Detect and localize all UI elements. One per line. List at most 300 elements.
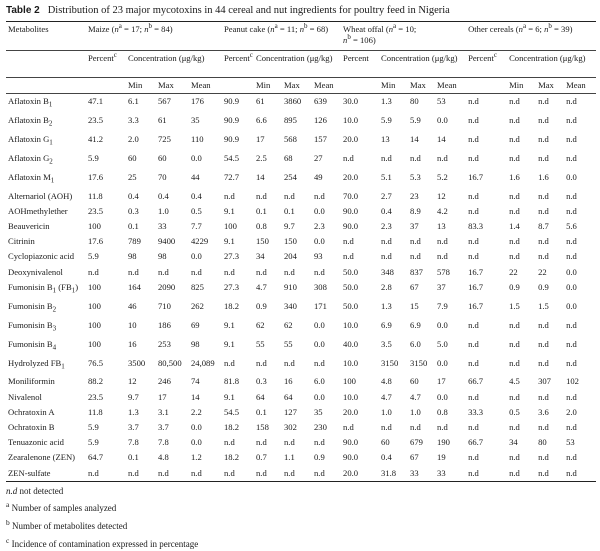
footnote-c: $^c$ Incidence of contamination expressed in percentage [6, 535, 199, 549]
table-cell: 2.2 [191, 406, 202, 417]
table-cell: 64 [256, 391, 265, 402]
table-cell: 0.1 [128, 452, 139, 463]
mean-header: Mean [564, 78, 596, 94]
table-cell: 9.1 [224, 236, 235, 247]
group-header-peanut-cake: Peanut cake ($n^a = 11$; $n^b = 68$) [222, 22, 341, 51]
table-cell: 0.0 [191, 152, 202, 163]
table-cell: 16.7 [468, 171, 484, 182]
table-cell: 35 [191, 114, 200, 125]
metabolite-name: Fumonisin $B_1$ $(FB_1)$ [8, 281, 79, 295]
table-cell: 639 [314, 96, 327, 106]
table-row [6, 450, 596, 465]
table-row [6, 390, 596, 405]
table-cell: 895 [284, 114, 297, 125]
table-cell: 230 [314, 422, 327, 433]
table-cell: 23 [410, 190, 419, 201]
table-cell: 2.3 [381, 221, 392, 232]
table-cell: n.d [468, 357, 479, 368]
table-cell: 1.0 [410, 406, 421, 417]
min-header: Min [254, 78, 282, 94]
table-body [6, 94, 596, 482]
table-cell: 725 [158, 133, 171, 144]
table-cell: 0.0 [566, 281, 577, 292]
table-cell: 18.2 [224, 300, 240, 311]
table-cell: 17 [437, 376, 446, 387]
table-cell: 0.0 [314, 236, 325, 247]
table-cell: 0.5 [191, 205, 202, 216]
metabolite-name: Moniliformin [8, 376, 55, 387]
table-cell: 4.7 [256, 281, 267, 292]
table-cell: 1.6 [509, 171, 520, 182]
table-cell: 55 [284, 338, 293, 349]
table-cell: 5.9 [88, 437, 99, 448]
table-cell: 0.0 [191, 437, 202, 448]
table-cell: n.d [314, 190, 325, 201]
table-cell: n.d [566, 114, 577, 125]
table-cell: 33 [408, 466, 435, 482]
table-cell: n.d [86, 466, 126, 482]
table-cell: 100 [88, 319, 101, 330]
table-cell: n.d [509, 251, 520, 262]
table-cell: 307 [538, 376, 551, 387]
table-cell: n.d [128, 266, 139, 277]
table-cell: 16.7 [468, 281, 484, 292]
table-cell: 9.1 [224, 319, 235, 330]
table-cell: n.d [468, 152, 479, 163]
table-cell: n.d [312, 466, 341, 482]
table-cell: 81.8 [224, 376, 240, 387]
min-header: Min [507, 78, 536, 94]
table-cell: n.d [284, 190, 295, 201]
table-cell: 25 [128, 171, 137, 182]
table-cell: 88.2 [88, 376, 104, 387]
table-cell: n.d [381, 236, 392, 247]
table-row [6, 204, 596, 219]
table-cell: 49 [314, 171, 323, 182]
table-cell: 789 [128, 236, 141, 247]
table-cell: 0.1 [128, 221, 139, 232]
table-cell: n.d [437, 152, 448, 163]
table-cell: 7.7 [191, 221, 202, 232]
table-cell: 6.1 [128, 96, 139, 106]
table-cell: 30.0 [343, 96, 359, 106]
table-cell: 74 [191, 376, 200, 387]
table-cell: 0.0 [314, 319, 325, 330]
table-cell: 4.7 [410, 391, 421, 402]
mean-header: Mean [435, 78, 466, 94]
table-cell: 72.7 [224, 171, 240, 182]
table-cell: 2.3 [314, 221, 325, 232]
table-cell: 9.1 [224, 338, 235, 349]
table-cell: n.d [191, 266, 202, 277]
metabolite-name: Ochratoxin B [8, 422, 55, 433]
table-cell: n.d [566, 205, 577, 216]
group-header-maize: Maize ($n^a = 17$; $n^b = 84$) [86, 22, 222, 51]
max-header: Max [156, 78, 189, 94]
table-cell: 70 [158, 171, 167, 182]
table-cell: 3860 [284, 96, 302, 106]
metabolite-name: Fumonisin $B_4$ [8, 338, 57, 352]
table-cell: 3.6 [538, 406, 549, 417]
table-title: Distribution of 23 major mycotoxins in 44 cereal and nut ingredients for poultry feed in Nigeria [47, 5, 450, 16]
table-cell: 54.5 [224, 152, 240, 163]
table-cell: n.d [566, 391, 577, 402]
table-cell: 4.8 [158, 452, 169, 463]
table-cell: 7.9 [437, 300, 448, 311]
table-row [6, 356, 596, 375]
table-cell: 0.5 [509, 406, 520, 417]
table-cell: 60 [410, 376, 419, 387]
table-cell: n.d [256, 357, 267, 368]
table-cell: n.d [468, 205, 479, 216]
table-cell: n.d [343, 422, 354, 433]
table-cell: 53 [566, 437, 575, 448]
table-row [6, 113, 596, 132]
table-cell: 100 [88, 221, 101, 232]
table-cell: n.d [509, 338, 520, 349]
table-cell: 60 [381, 437, 390, 448]
table-cell: n.d [509, 114, 520, 125]
table-cell: n.d [566, 338, 577, 349]
table-cell: n.d [538, 96, 549, 106]
table-cell: 27.3 [224, 251, 240, 262]
table-caption [6, 4, 594, 17]
table-cell: 66.7 [468, 376, 484, 387]
table-cell: n.d [314, 266, 325, 277]
table-cell: n.d [410, 152, 421, 163]
table-cell: 0.9 [256, 300, 267, 311]
table-cell: 0.0 [437, 357, 448, 368]
table-cell: 34 [256, 251, 265, 262]
table-cell: n.d [509, 236, 520, 247]
table-row [6, 265, 596, 280]
table-cell: 66.7 [468, 437, 484, 448]
table-cell: n.d [566, 96, 577, 106]
table-cell: n.d [381, 422, 392, 433]
table-row [6, 249, 596, 264]
table-cell: 7.8 [158, 437, 169, 448]
table-cell: n.d [158, 266, 169, 277]
table-cell: 4.8 [381, 376, 392, 387]
table-cell: 70.0 [343, 190, 359, 201]
table-cell: 254 [284, 171, 297, 182]
table-cell: 1.4 [509, 221, 520, 232]
table-cell: n.d [538, 190, 549, 201]
table-cell: 5.3 [410, 171, 421, 182]
table-cell: 5.9 [88, 152, 99, 163]
table-row [6, 280, 596, 299]
table-row [6, 189, 596, 204]
table-row [6, 374, 596, 389]
table-cell: n.d [410, 422, 421, 433]
table-cell: n.d [343, 236, 354, 247]
table-cell: 0.0 [566, 266, 577, 277]
table-cell: 0.4 [158, 190, 169, 201]
table-cell: 15 [410, 300, 419, 311]
table-cell: 16 [128, 338, 137, 349]
table-cell: 176 [191, 96, 204, 106]
table-cell: n.d [256, 190, 267, 201]
metabolite-name: Beauvericin [8, 221, 50, 232]
metabolite-name: Aflatoxin $B_2$ [8, 114, 53, 128]
table-label: Table 2 [6, 5, 40, 16]
table-cell: 6.6 [256, 114, 267, 125]
table-cell: 12 [128, 376, 137, 387]
table-cell: 4229 [191, 236, 209, 247]
table-cell: n.d [254, 466, 282, 482]
table-cell: n.d [284, 266, 295, 277]
table-cell: 1.1 [284, 452, 295, 463]
table-cell: 5.2 [437, 171, 448, 182]
table-cell: 0.4 [128, 190, 139, 201]
max-header: Max [282, 78, 312, 94]
header-row-stats [6, 78, 596, 94]
table-cell: 62 [256, 319, 265, 330]
table-cell: 40.0 [343, 338, 359, 349]
table-cell: 64.7 [88, 452, 104, 463]
table-cell: 3.3 [128, 114, 139, 125]
table-cell: 33 [435, 466, 466, 482]
metabolite-name: ZEN-sulfate [6, 466, 86, 482]
table-cell: 18.2 [224, 452, 240, 463]
mean-header: Mean [312, 78, 341, 94]
table-cell: 33.3 [468, 406, 484, 417]
concentration-header: Concentration (μg/kg) [507, 51, 596, 78]
table-cell: n.d [538, 391, 549, 402]
table-cell: n.d [509, 152, 520, 163]
table-cell: 308 [314, 281, 327, 292]
table-cell: n.d [156, 466, 189, 482]
table-cell: 22 [538, 266, 547, 277]
table-cell: 0.0 [314, 391, 325, 402]
table-cell: 20.0 [341, 466, 379, 482]
table-cell: 5.9 [381, 114, 392, 125]
table-cell: 825 [191, 281, 204, 292]
table-cell: 5.6 [566, 221, 577, 232]
metabolites-header: Metabolites [6, 22, 86, 51]
table-cell: 1.6 [538, 171, 549, 182]
table-cell: n.d [468, 114, 479, 125]
table-cell: 6.9 [381, 319, 392, 330]
table-row [6, 299, 596, 318]
table-cell: n.d [468, 338, 479, 349]
metabolite-name: Fumonisin $B_3$ [8, 319, 57, 333]
table-cell: n.d [468, 422, 479, 433]
table-cell: 16.7 [468, 266, 484, 277]
table-cell: 11.8 [88, 190, 103, 201]
table-cell: 60 [128, 152, 137, 163]
table-cell: 10.0 [343, 391, 359, 402]
table-cell: 9.7 [128, 391, 139, 402]
table-cell: 0.4 [381, 205, 392, 216]
table-cell: n.d [468, 391, 479, 402]
table-cell: n.d [224, 357, 235, 368]
mean-header: Mean [189, 78, 222, 94]
table-cell: 3.7 [158, 422, 169, 433]
table-row [6, 132, 596, 151]
table-row [6, 94, 596, 113]
table-cell: 5.9 [410, 114, 421, 125]
table-cell: n.d [566, 319, 577, 330]
table-cell: 76.5 [88, 357, 104, 368]
table-cell: n.d [509, 190, 520, 201]
table-cell: 17.6 [88, 171, 104, 182]
table-cell: n.d [566, 133, 577, 144]
metabolite-name: Ochratoxin A [8, 406, 55, 417]
table-cell: 50.0 [343, 281, 359, 292]
table-cell: 1.3 [128, 406, 139, 417]
table-cell: n.d [538, 114, 549, 125]
table-cell: n.d [538, 338, 549, 349]
table-cell: 13 [381, 133, 390, 144]
table-cell: 190 [437, 437, 450, 448]
table-cell: 20.0 [343, 171, 359, 182]
table-cell: 14 [410, 133, 419, 144]
table-cell: n.d [509, 205, 520, 216]
max-header: Max [536, 78, 564, 94]
table-cell: 10.0 [343, 114, 359, 125]
table-cell: 2.5 [256, 152, 267, 163]
table-cell: n.d [314, 437, 325, 448]
table-cell: n.d [538, 152, 549, 163]
table-cell: 578 [437, 266, 450, 277]
table-cell: 90.9 [224, 96, 240, 106]
table-cell: n.d [468, 236, 479, 247]
table-row [6, 337, 596, 356]
table-cell: 98 [158, 251, 167, 262]
table-cell: n.d [314, 357, 325, 368]
table-row [6, 151, 596, 170]
table-cell: 98 [128, 251, 137, 262]
metabolite-name: Deoxynivalenol [8, 266, 63, 277]
table-cell: 0.1 [284, 205, 295, 216]
percent-header: Percent$^c$ [466, 51, 507, 78]
table-cell: n.d [468, 452, 479, 463]
table-cell: n.d [466, 466, 507, 482]
table-cell: 102 [566, 376, 579, 387]
table-cell: 204 [284, 251, 297, 262]
table-cell: 14 [437, 133, 446, 144]
table-cell: n.d [538, 133, 549, 144]
table-cell: 2090 [158, 281, 176, 292]
table-cell: 68 [284, 152, 293, 163]
table-cell: n.d [538, 452, 549, 463]
table-cell: 31.8 [379, 466, 408, 482]
table-cell: 0.7 [256, 452, 267, 463]
table-cell: 61 [256, 96, 265, 106]
table-cell: 22 [509, 266, 518, 277]
footnote-nd: n.d not detected [6, 485, 64, 496]
table-cell: 0.4 [191, 190, 202, 201]
table-cell: 17 [158, 391, 167, 402]
table-cell: n.d [509, 452, 520, 463]
table-cell: 69 [191, 319, 200, 330]
table-cell: 1.5 [509, 300, 520, 311]
table-cell: 710 [158, 300, 171, 311]
table-cell: n.d [566, 152, 577, 163]
table-cell: 3500 [128, 357, 146, 368]
concentration-header: Concentration (μg/kg) [379, 51, 466, 78]
table-cell: n.d [507, 466, 536, 482]
table-cell: 11.8 [88, 406, 103, 417]
table-cell: 0.8 [437, 406, 448, 417]
table-cell: 0.0 [437, 391, 448, 402]
table-cell: 83.3 [468, 221, 484, 232]
table-cell: 2.0 [128, 133, 139, 144]
table-cell: n.d [509, 391, 520, 402]
table-cell: n.d [224, 266, 235, 277]
table-cell: 0.0 [191, 422, 202, 433]
table-cell: n.d [538, 236, 549, 247]
header-row-groups [6, 22, 596, 51]
table-cell: 1.3 [381, 96, 392, 106]
table-cell: n.d [538, 357, 549, 368]
table-cell: 0.0 [314, 338, 325, 349]
metabolite-name: AOHmethylether [8, 205, 68, 216]
min-header: Min [379, 78, 408, 94]
table-cell: 9.1 [224, 205, 235, 216]
table-row [6, 466, 596, 482]
table-cell: n.d [381, 251, 392, 262]
table-cell: 8.9 [410, 205, 421, 216]
table-cell: n.d [538, 251, 549, 262]
table-cell: 80 [410, 96, 419, 106]
table-cell: 41.2 [88, 133, 104, 144]
table-cell: n.d [437, 236, 448, 247]
metabolite-name: Citrinin [8, 236, 35, 247]
table-cell: 50.0 [343, 300, 359, 311]
table-cell: 20.0 [343, 133, 359, 144]
table-cell: n.d [566, 251, 577, 262]
table-cell: 90.9 [224, 114, 240, 125]
table-cell: 44 [191, 171, 200, 182]
table-cell: 0.0 [566, 171, 577, 182]
percent-header: Percent$^c$ [222, 51, 254, 78]
table-cell: n.d [284, 437, 295, 448]
table-cell: n.d [381, 152, 392, 163]
table-row [6, 219, 596, 234]
table-cell: 53 [437, 96, 446, 106]
table-cell: 0.0 [437, 319, 448, 330]
table-cell: n.d [468, 319, 479, 330]
table-cell: n.d [468, 190, 479, 201]
table-cell: 340 [284, 300, 297, 311]
document-page [6, 4, 594, 551]
table-cell: 6.0 [410, 338, 421, 349]
table-cell: 100 [88, 300, 101, 311]
table-cell: n.d [509, 133, 520, 144]
table-cell: 3150 [381, 357, 399, 368]
table-footnotes [6, 485, 594, 551]
table-cell: 5.9 [88, 422, 99, 433]
metabolite-name: Fumonisin $B_2$ [8, 300, 57, 314]
table-cell: n.d [437, 251, 448, 262]
footnote-a: $^a$ Number of samples analyzed [6, 500, 117, 514]
table-cell: 158 [256, 422, 269, 433]
table-cell: 5.9 [88, 251, 99, 262]
table-cell: 14 [191, 391, 200, 402]
table-cell: n.d [256, 266, 267, 277]
table-cell: 837 [410, 266, 423, 277]
table-cell: 6.9 [410, 319, 421, 330]
table-cell: 1.2 [191, 452, 202, 463]
table-cell: 27.3 [224, 281, 240, 292]
table-cell: 150 [284, 236, 297, 247]
table-cell: 3150 [410, 357, 428, 368]
table-cell: 157 [314, 133, 327, 144]
table-cell: 16.7 [468, 300, 484, 311]
table-cell: 100 [88, 281, 101, 292]
